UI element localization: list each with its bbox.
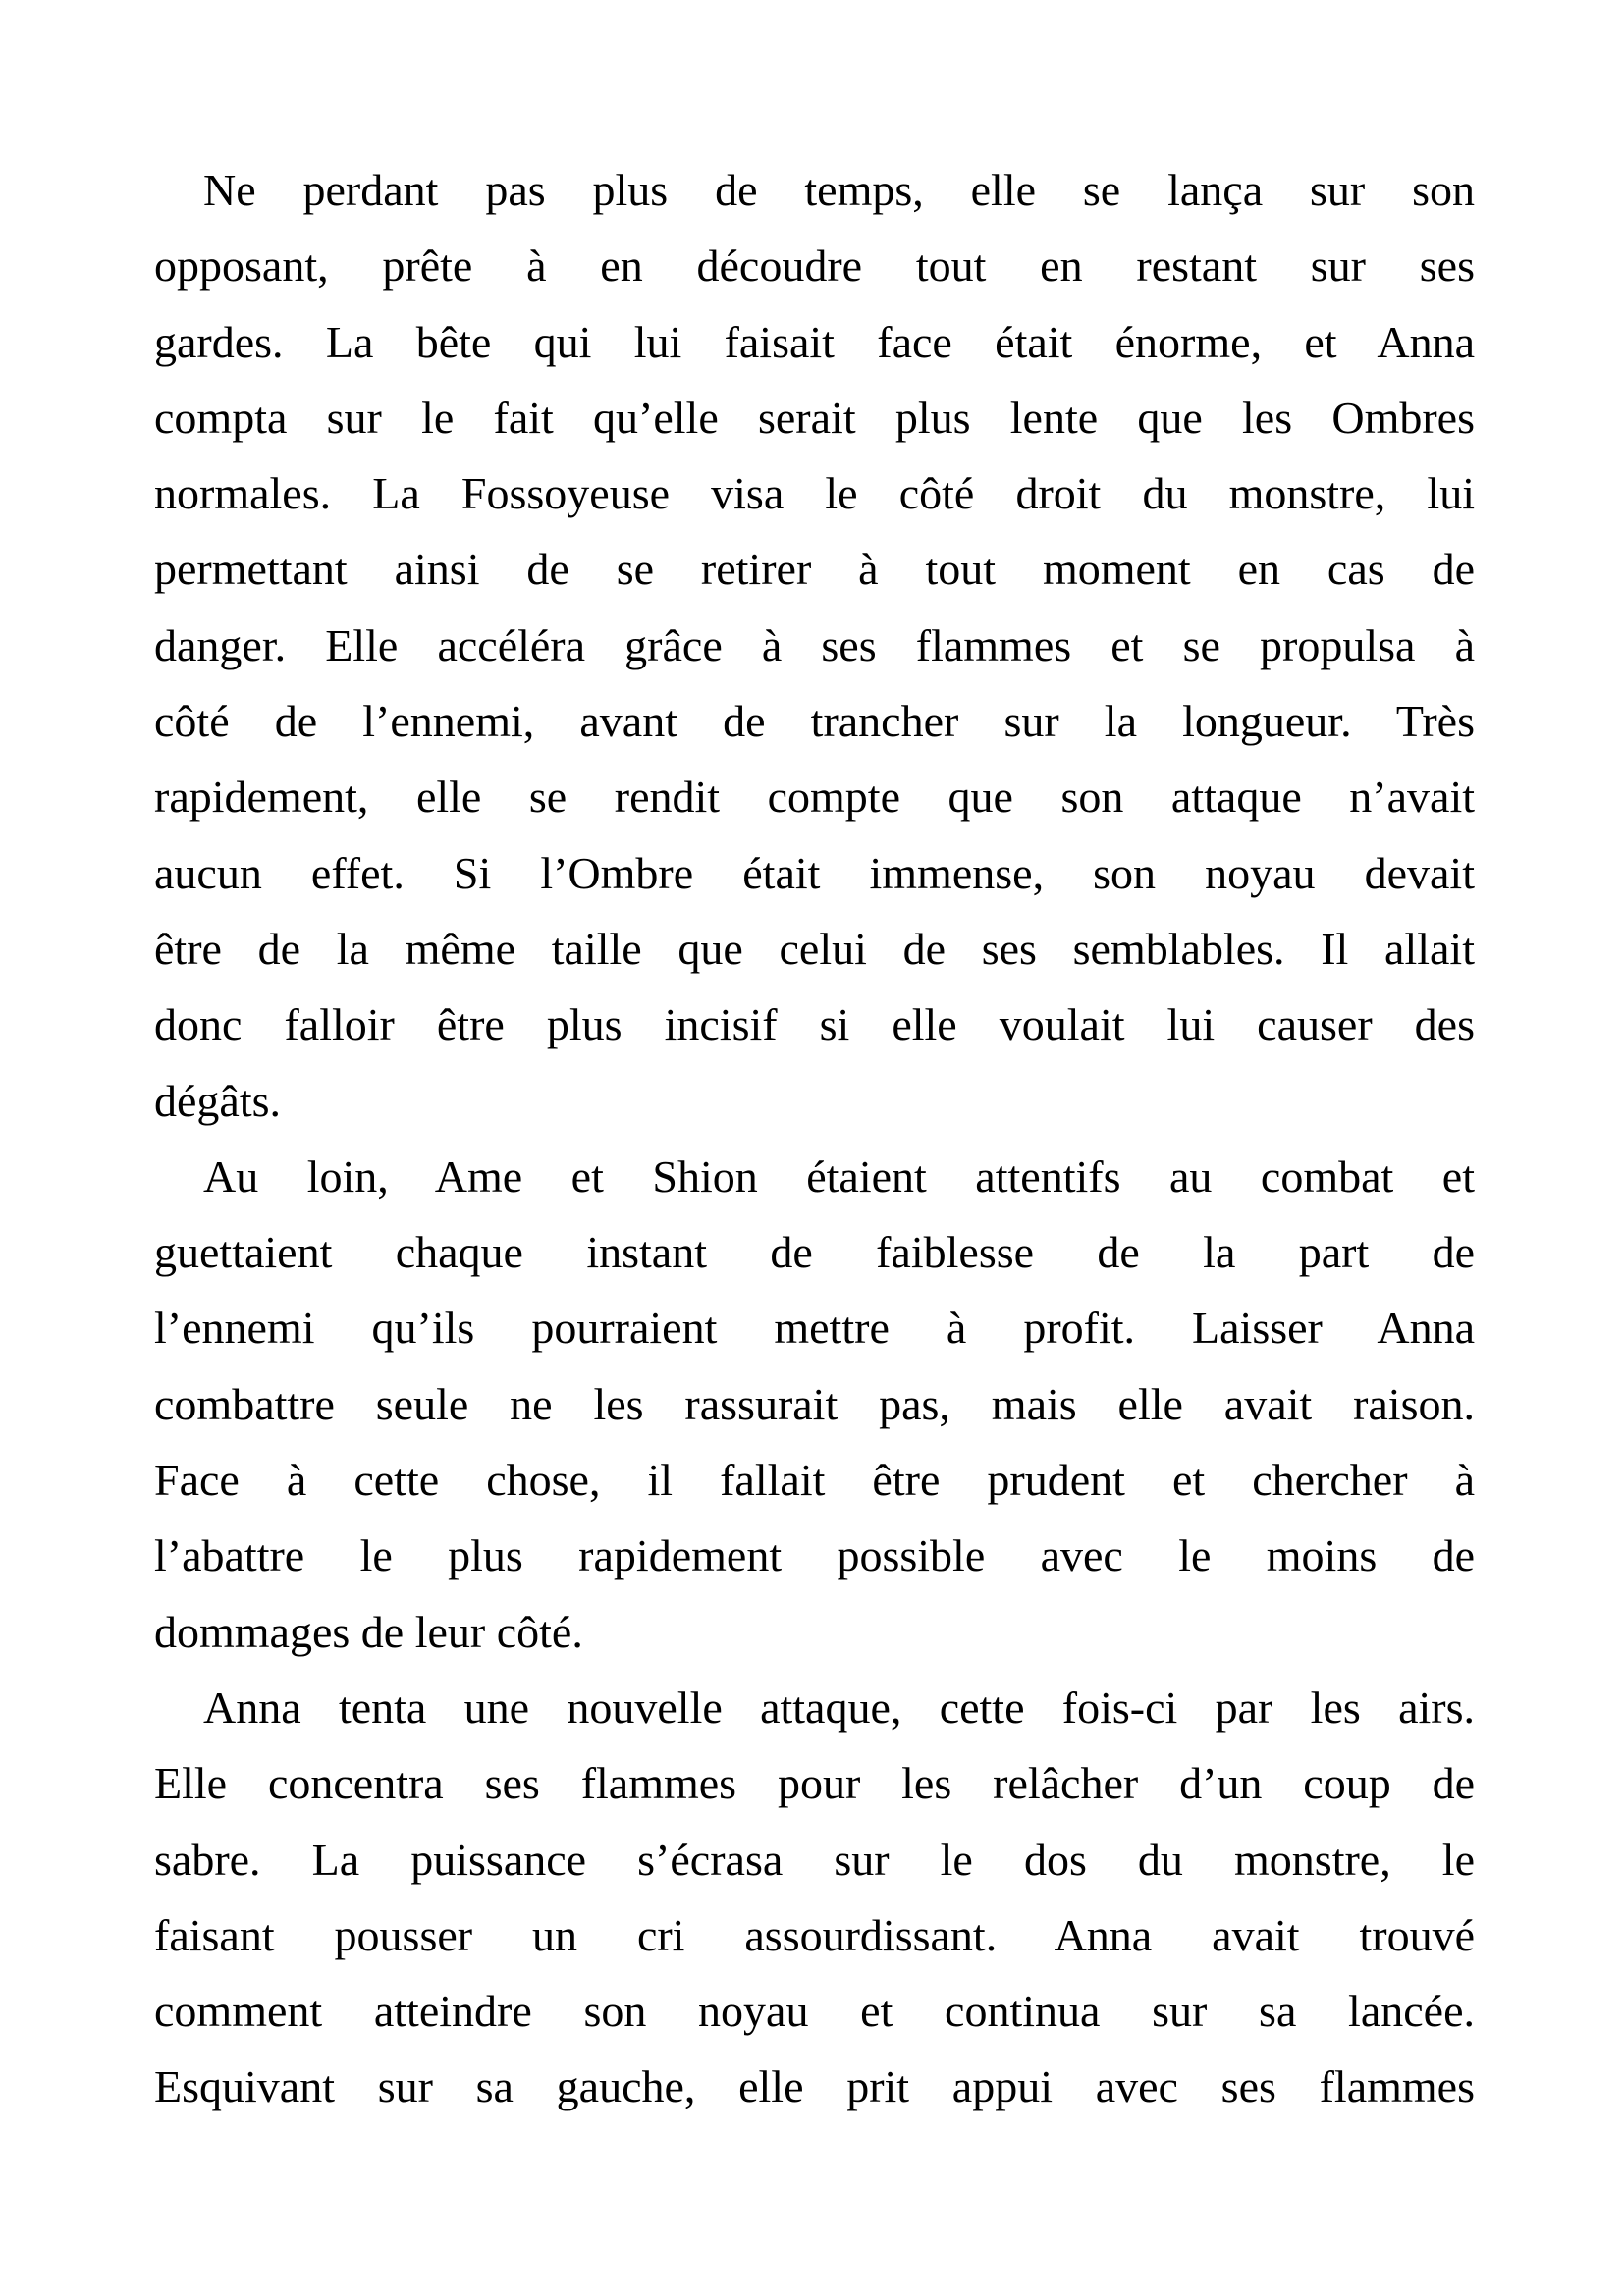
text-line: côté de l’ennemi, avant de trancher sur la longueur. Très (154, 696, 1475, 747)
text-line: Face à cette chose, il fallait être prudent et chercher à (154, 1455, 1475, 1506)
text-line: être de la même taille que celui de ses semblables. Il allait (154, 923, 1475, 974)
text-line: Anna tenta une nouvelle attaque, cette fois-ci par les airs. (203, 1682, 1475, 1733)
text-line: Ne perdant pas plus de temps, elle se lança sur son (203, 165, 1475, 215)
text-line: Au loin, Ame et Shion étaient attentifs au combat et (203, 1150, 1475, 1201)
text-line: faisant pousser un cri assourdissant. Anna avait trouvé (154, 1909, 1475, 1960)
paragraph (154, 152, 1475, 1139)
text-line: aucun effet. Si l’Ombre était immense, son noyau devait (154, 847, 1475, 898)
text-line: Esquivant sur sa gauche, elle prit appui avec ses flammes (154, 2061, 1475, 2112)
text-line: sabre. La puissance s’écrasa sur le dos du monstre, le (154, 1834, 1475, 1885)
text-line: permettant ainsi de se retirer à tout moment en cas de (154, 544, 1475, 595)
text-line: Elle concentra ses flammes pour les relâcher d’un coup de (154, 1758, 1475, 1809)
text-line: guettaient chaque instant de faiblesse de la part de (154, 1227, 1475, 1278)
text-line: comment atteindre son noyau et continua sur sa lancée. (154, 1986, 1475, 2037)
paragraph (154, 1139, 1475, 1670)
text-line: danger. Elle accéléra grâce à ses flammes et se propulsa à (154, 619, 1475, 670)
body-text (154, 152, 1475, 2125)
text-line: compta sur le fait qu’elle serait plus lente que les Ombres (154, 392, 1475, 443)
text-line: normales. La Fossoyeuse visa le côté droit du monstre, lui (154, 468, 1475, 519)
text-line: donc falloir être plus incisif si elle voulait lui causer des (154, 999, 1475, 1050)
text-line: rapidement, elle se rendit compte que son attaque n’avait (154, 772, 1475, 823)
text-line: opposant, prête à en découdre tout en restant sur ses (154, 240, 1475, 292)
paragraph (154, 1670, 1475, 2125)
text-line: combattre seule ne les rassurait pas, mais elle avait raison. (154, 1378, 1475, 1429)
text-line: l’abattre le plus rapidement possible avec le moins de (154, 1530, 1475, 1581)
text-line: dégâts. (154, 1075, 282, 1126)
text-line: dommages de leur côté. (154, 1606, 583, 1657)
text-line: gardes. La bête qui lui faisait face était énorme, et Anna (154, 316, 1475, 367)
text-line: l’ennemi qu’ils pourraient mettre à profit. Laisser Anna (154, 1303, 1475, 1354)
